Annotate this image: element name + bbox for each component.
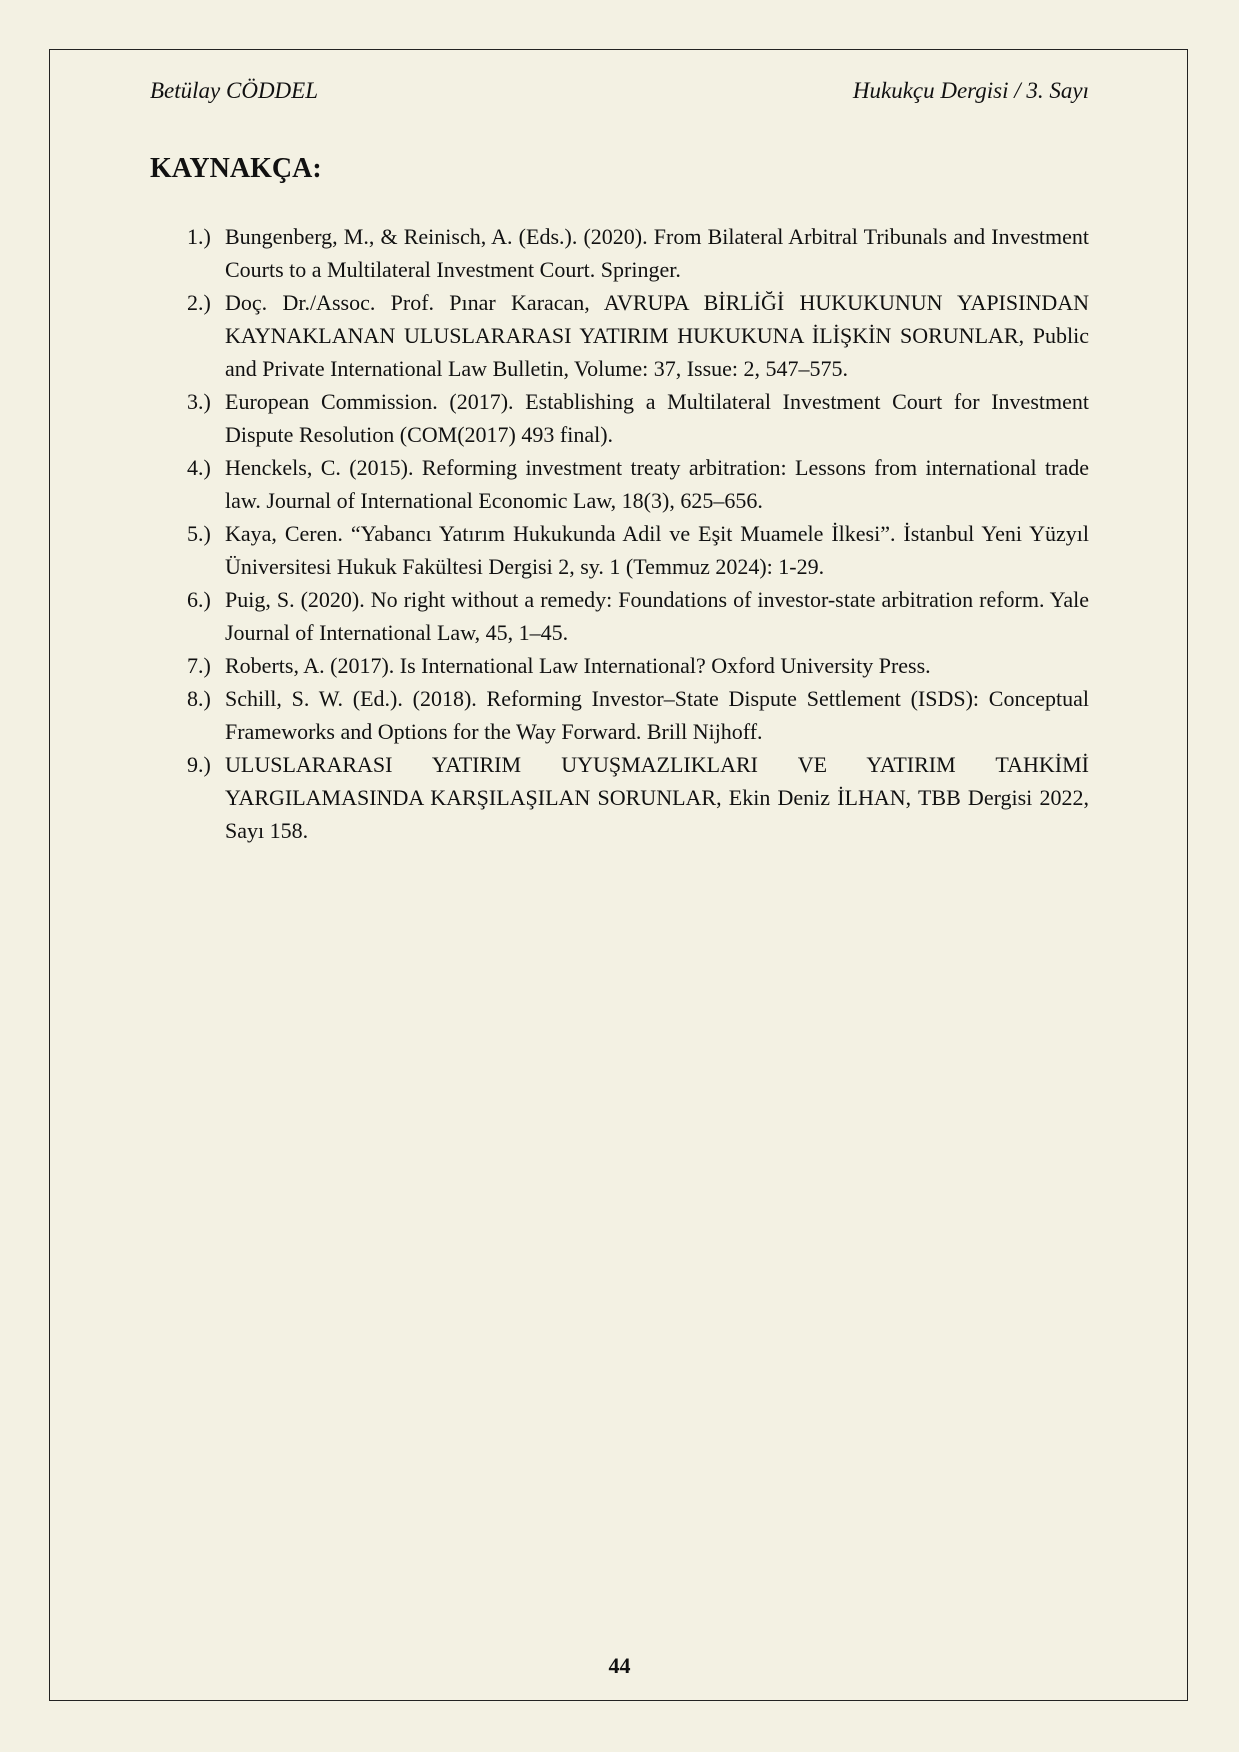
page-number: 44	[608, 1653, 631, 1678]
reference-text: Puig, S. (2020). No right without a remedy: Foundations of investor-state arbitration reform. Yale Journal of International Law, 45, 1–45.	[225, 587, 1089, 645]
reference-item	[150, 682, 1089, 748]
reference-list	[150, 220, 1089, 847]
reference-number: 7.)	[187, 653, 211, 678]
reference-number: 4.)	[187, 455, 211, 480]
reference-number: 8.)	[187, 686, 211, 711]
reference-text: Roberts, A. (2017). Is International Law International? Oxford University Press.	[225, 653, 931, 678]
reference-number: 5.)	[187, 521, 211, 546]
header-journal: Hukukçu Dergisi / 3. Sayı	[852, 78, 1089, 103]
reference-item	[150, 220, 1089, 286]
section-title: KAYNAKÇA:	[150, 153, 322, 184]
reference-text: European Commission. (2017). Establishing a Multilateral Investment Court for Investment Dispute Resolution (COM(2017) 493 final).	[225, 389, 1089, 447]
reference-text: Schill, S. W. (Ed.). (2018). Reforming Investor–State Dispute Settlement (ISDS): Conceptual Frameworks and Options for the Way Forward. Brill Nijhoff.	[225, 686, 1089, 744]
reference-number: 9.)	[187, 752, 211, 777]
reference-item	[150, 385, 1089, 451]
reference-number: 6.)	[187, 587, 211, 612]
reference-number: 1.)	[187, 224, 211, 249]
reference-text: Bungenberg, M., & Reinisch, A. (Eds.). (2020). From Bilateral Arbitral Tribunals and Investment Courts to a Multilateral Investment Court. Springer.	[225, 224, 1089, 282]
reference-text: ULUSLARARASI YATIRIM UYUŞMAZLIKLARI VE YATIRIM TAHKİMİ YARGILAMASINDA KARŞILAŞILAN SORUNLAR, Ekin Deniz İLHAN, TBB Dergisi 2022, Sayı 158.	[225, 752, 1089, 843]
reference-item	[150, 583, 1089, 649]
reference-text: Kaya, Ceren. “Yabancı Yatırım Hukukunda Adil ve Eşit Muamele İlkesi”. İstanbul Yeni Yüzyıl Üniversitesi Hukuk Fakültesi Dergisi 2, sy. 1 (Temmuz 2024): 1-29.	[225, 521, 1089, 579]
reference-item	[150, 286, 1089, 385]
header-author: Betülay CÖDDEL	[150, 78, 319, 103]
reference-item	[150, 649, 1089, 682]
reference-text: Henckels, C. (2015). Reforming investment treaty arbitration: Lessons from international trade law. Journal of International Economic Law, 18(3), 625–656.	[225, 455, 1089, 513]
reference-number: 3.)	[187, 389, 211, 414]
reference-text: Doç. Dr./Assoc. Prof. Pınar Karacan, AVRUPA BİRLİĞİ HUKUKUNUN YAPISINDAN KAYNAKLANAN ULUSLARARASI YATIRIM HUKUKUNA İLİŞKİN SORUNLAR, Public and Private International Law Bulletin, Volume: 37, Issue: 2, 547–575.	[225, 290, 1089, 381]
reference-number: 2.)	[187, 290, 211, 315]
reference-item	[150, 451, 1089, 517]
reference-item	[150, 748, 1089, 847]
reference-item	[150, 517, 1089, 583]
